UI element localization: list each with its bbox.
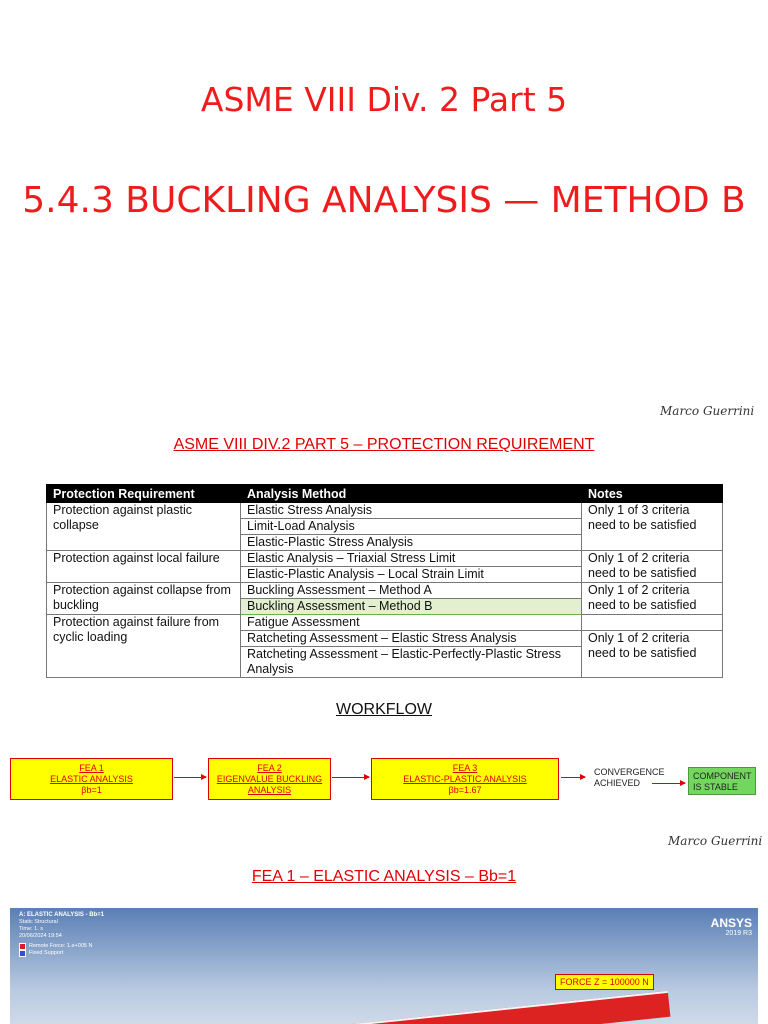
step-label: FEA 2 xyxy=(257,763,282,773)
requirement-cell: Protection against local failure xyxy=(47,551,241,583)
requirement-cell: Protection against collapse from buckling xyxy=(47,583,241,615)
result-text: COMPONENT xyxy=(693,771,752,781)
page-title: ASME VIII Div. 2 Part 5 xyxy=(200,80,568,119)
method-cell: Ratcheting Assessment – Elastic-Perfectly-Plastic Stress Analysis xyxy=(241,647,582,678)
method-cell: Elastic-Plastic Stress Analysis xyxy=(241,535,582,551)
table-row xyxy=(47,583,723,599)
method-cell: Buckling Assessment – Method A xyxy=(241,583,582,599)
legend-item xyxy=(19,950,104,957)
workflow-heading: WORKFLOW xyxy=(336,701,432,718)
requirement-cell: Protection against plastic collapse xyxy=(47,503,241,551)
method-cell: Fatigue Assessment xyxy=(241,615,582,631)
convergence-text: ACHIEVED xyxy=(594,778,641,788)
method-cell: Elastic Stress Analysis xyxy=(241,503,582,519)
section-title: 5.4.3 BUCKLING ANALYSIS — METHOD B xyxy=(22,180,746,221)
workflow-step-fea3 xyxy=(371,758,559,800)
note-cell: Only 1 of 2 criteria need to be satisfied xyxy=(582,631,723,678)
note-cell: Only 1 of 3 criteria need to be satisfied xyxy=(582,503,723,551)
ansys-screenshot xyxy=(10,908,758,1024)
method-cell-highlighted: Buckling Assessment – Method B xyxy=(241,599,582,615)
table-row xyxy=(47,615,723,631)
step-label: ELASTIC ANALYSIS xyxy=(50,774,133,784)
step-label: ELASTIC-PLASTIC ANALYSIS xyxy=(403,774,527,784)
model-part xyxy=(340,991,671,1024)
signature: Marco Guerrini xyxy=(668,834,763,848)
column-header: Analysis Method xyxy=(241,485,582,503)
method-cell: Elastic-Plastic Analysis – Local Strain Limit xyxy=(241,567,582,583)
logo-name: ANSYS xyxy=(710,916,752,930)
step-label: EIGENVALUE BUCKLING xyxy=(216,774,323,784)
table-row xyxy=(47,551,723,567)
logo-version: 2019 R3 xyxy=(725,930,752,937)
column-header: Protection Requirement xyxy=(47,485,241,503)
note-cell: Only 1 of 2 criteria need to be satisfied xyxy=(582,551,723,583)
info-time: Time: 1. s xyxy=(19,926,43,932)
component-stable-box xyxy=(688,767,756,795)
workflow-step-fea2 xyxy=(208,758,331,800)
method-cell: Elastic Analysis – Triaxial Stress Limit xyxy=(241,551,582,567)
note-cell: Only 1 of 2 criteria need to be satisfied xyxy=(582,583,723,615)
remote-force-icon xyxy=(19,943,26,950)
step-label: ANALYSIS xyxy=(247,785,292,795)
legend-item xyxy=(19,943,104,950)
fixed-support-icon xyxy=(19,950,26,957)
column-header: Notes xyxy=(582,485,723,503)
fea1-heading: FEA 1 – ELASTIC ANALYSIS – Bb=1 xyxy=(251,868,517,885)
step-label: βb=1.67 xyxy=(448,785,482,795)
step-label: FEA 1 xyxy=(79,763,104,773)
convergence-text: CONVERGENCE xyxy=(594,767,665,777)
step-label: FEA 3 xyxy=(452,763,478,773)
requirement-cell: Protection against failure from cyclic loading xyxy=(47,615,241,678)
protection-table xyxy=(46,484,723,678)
ansys-logo xyxy=(711,916,752,937)
note-cell-empty xyxy=(582,615,723,631)
protection-heading: ASME VIII DIV.2 PART 5 – PROTECTION REQUIREMENT xyxy=(173,436,595,453)
arrow-icon xyxy=(561,777,585,778)
legend-label: Remote Force: 1.e+005 N xyxy=(29,943,93,949)
workflow-step-fea1 xyxy=(10,758,173,800)
arrow-icon xyxy=(332,777,369,778)
signature: Marco Guerrini xyxy=(660,404,755,418)
arrow-icon xyxy=(652,783,685,784)
force-label: FORCE Z = 100000 N xyxy=(555,974,654,990)
table-header-row xyxy=(47,485,723,503)
convergence-label xyxy=(594,767,665,789)
info-title: A: ELASTIC ANALYSIS - Bb=1 xyxy=(19,912,105,918)
model-info xyxy=(19,912,104,957)
arrow-icon xyxy=(174,777,206,778)
table-row xyxy=(47,503,723,519)
info-type: Static Structural xyxy=(19,919,58,925)
method-cell: Limit-Load Analysis xyxy=(241,519,582,535)
method-cell: Ratcheting Assessment – Elastic Stress Analysis xyxy=(241,631,582,647)
result-text: IS STABLE xyxy=(693,782,738,792)
legend-label: Fixed Support xyxy=(29,950,64,956)
step-label: βb=1 xyxy=(81,785,102,795)
info-date: 20/06/2024 19:54 xyxy=(19,933,62,939)
